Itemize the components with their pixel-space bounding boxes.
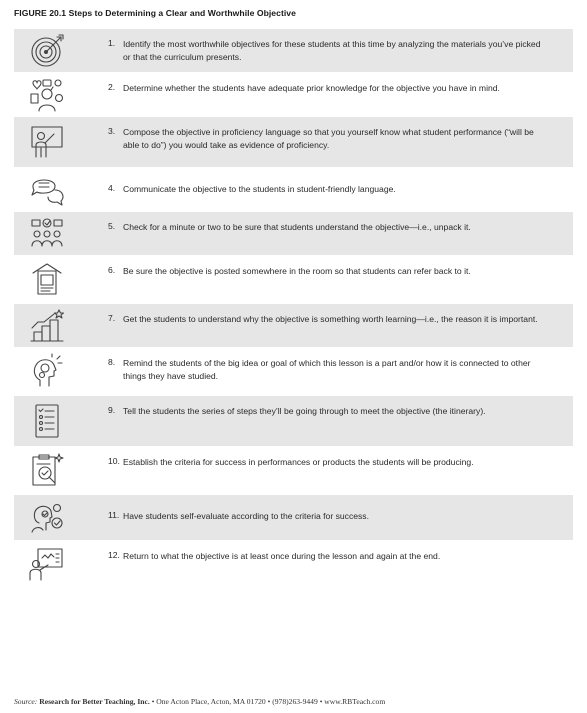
step-text: Determine whether the students have adequate prior knowledge for the objective you have in mind. [123, 83, 500, 93]
step-number: 3. [108, 126, 116, 136]
source-address: One Acton Place, Acton, MA 01720 [156, 697, 266, 706]
step-text: Identify the most worthwhile objectives for these students at this time by analyzing the materials you’ve picked or that the curriculum presents. [123, 39, 541, 62]
separator: • [319, 697, 323, 706]
teacher-board-icon [28, 124, 66, 160]
step-text: Check for a minute or two to be sure that students understand the objective—i.e., unpack it. [123, 222, 471, 232]
step-text: Remind the students of the big idea or goal of which this lesson is a part and/or how it is connected to other things they have studied. [123, 358, 531, 381]
head-idea-icon [28, 353, 66, 389]
step-row-4 [14, 168, 573, 211]
step-number: 5. [108, 221, 116, 231]
step-row-10 [14, 447, 573, 494]
source-org: Research for Better Teaching, Inc. [39, 697, 150, 706]
step-text: Be sure the objective is posted somewhere in the room so that students can refer back to it. [123, 266, 471, 276]
step-number: 11. [108, 510, 120, 520]
step-text: Communicate the objective to the students in student-friendly language. [123, 184, 396, 194]
source-web: www.RBTeach.com [324, 697, 386, 706]
step-number: 2. [108, 82, 116, 92]
separator: • [267, 697, 271, 706]
step-number: 1. [108, 38, 116, 48]
step-text: Tell the students the series of steps they’ll be going through to meet the objective (the itinerary). [123, 406, 486, 416]
step-text: Get the students to understand why the objective is something worth learning—i.e., the reason it is important. [123, 314, 538, 324]
step-number: 4. [108, 183, 116, 193]
source-phone: (978)263-9449 [272, 697, 318, 706]
step-row-6 [14, 256, 573, 303]
student-thinking-icon [28, 77, 66, 113]
figure-title: FIGURE 20.1 Steps to Determining a Clear and Worthwhile Objective [14, 8, 296, 18]
step-row-12 [14, 541, 573, 587]
step-text: Have students self-evaluate according to the criteria for success. [123, 511, 369, 521]
target-icon [28, 33, 66, 69]
presenter-board-icon [28, 546, 66, 582]
step-row-5 [14, 212, 573, 255]
step-row-2 [14, 73, 573, 116]
source-line [14, 697, 580, 706]
step-row-11 [14, 495, 573, 540]
separator: • [151, 697, 155, 706]
step-number: 12. [108, 550, 120, 560]
step-row-7 [14, 304, 573, 347]
checklist-icon [28, 403, 66, 439]
step-number: 10. [108, 456, 120, 466]
step-text: Compose the objective in proficiency language so that you yourself know what student performance (“will be able to do”) you would take as evidence of proficiency. [123, 127, 534, 150]
clipboard-criteria-icon [28, 452, 66, 488]
step-text: Establish the criteria for success in performances or products the students will be producing. [123, 457, 474, 467]
self-evaluate-icon [28, 499, 66, 535]
step-number: 8. [108, 357, 116, 367]
step-row-3 [14, 117, 573, 167]
step-row-9 [14, 396, 573, 446]
step-row-1 [14, 29, 573, 72]
step-text: Return to what the objective is at least once during the lesson and again at the end. [123, 551, 441, 561]
step-row-8 [14, 348, 573, 395]
source-label: Source: [14, 697, 38, 706]
step-number: 7. [108, 313, 116, 323]
posted-document-icon [28, 261, 66, 297]
growth-steps-icon [28, 308, 66, 344]
step-number: 6. [108, 265, 116, 275]
speech-bubbles-icon [28, 172, 66, 208]
group-check-icon [28, 216, 66, 252]
step-number: 9. [108, 405, 116, 415]
